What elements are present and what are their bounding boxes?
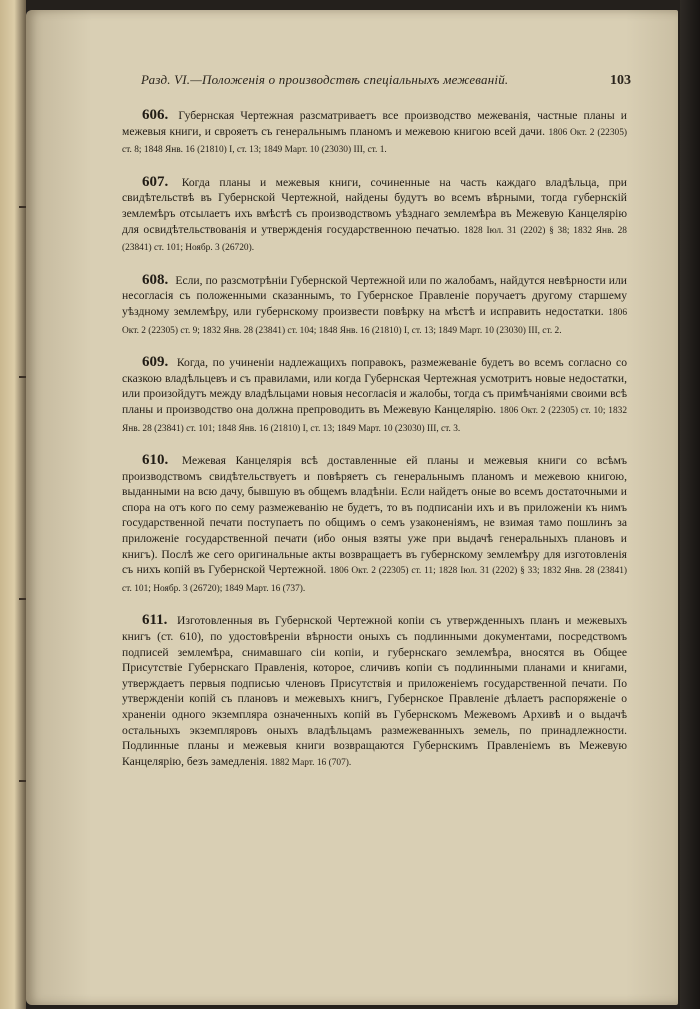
binding-thread-mark bbox=[19, 780, 26, 782]
article-number: 611. bbox=[142, 612, 168, 629]
article-body: Когда, по учиненіи надлежащихъ поправокъ, размежеваніе будетъ во всемъ согласно со сказкою владѣльцевъ и съ правилами, или когда Губернская Чертежная усмотритъ новые недостатки, или произойдутъ между владѣльцами новыя несогласія и жалобы, тогда съ примѣчаніями своими всѣ планы и производство она должна препроводить въ Межевую Канцелярію. bbox=[122, 356, 627, 416]
running-header bbox=[141, 72, 631, 89]
article-607 bbox=[122, 175, 627, 257]
article-body: Межевая Канцелярія всѣ доставленные ей планы и межевыя книги со всѣмъ производствомъ свидѣтельствуетъ и повѣряетъ съ генеральнымъ планомъ и межевою книгою, выданными на всю дачу, бывшую въ общемъ владѣніи. Если найдетъ оные во всемъ достаточными и спора на отъ кого по сему размежеванію не будетъ, то въ подписаніи ихъ и въ приложеніи къ нимъ государственной печати поступаетъ по общимъ о семъ узаконеніямъ, не взимая тамо пошлинъ за приложеніе государственной печати (ибо оныя взяты уже при выдачѣ генеральныхъ плановъ и книгъ). Послѣ же сего оригинальные акты возвращаетъ въ губернскому землемѣру для изготовленія съ нихъ копій въ Губернской Чертежной. bbox=[122, 454, 627, 577]
page-text bbox=[122, 108, 627, 787]
article-citation: 1828 Іюл. 31 (2202) § 38; 1832 Янв. 28 (23841) ст. 101; Ноябр. 3 (26720). bbox=[122, 225, 627, 254]
article-body: Изготовленныя въ Губернской Чертежной копіи съ утвержденныхъ планъ и межевыхъ книгъ (ст. 610), по удостовѣреніи вѣрности оныхъ съ подлинными документами, посредствомъ подписей землемѣра, снимавшаго сіи копіи, и губернскаго землемѣра, вносятся въ Общее Присутствіе Губернскаго Правленія, которое, сличивъ копіи съ подлинными планами и книгами, утверждаетъ первыя подписью членовъ Присутствія и приложеніемъ государственной печати. По утвержденіи копій съ плановъ и межевыхъ книгъ, Губернское Правленіе дѣлаетъ распоряженіе о храненіи одного экземпляра означенныхъ копій въ Губернскомъ Межевомъ Архивѣ и о выдачѣ остальныхъ экземпляровъ оныхъ владѣльцамъ размежеванныхъ земель, по принадлежности. Подлинные планы и межевыя книги возвращаются Губернскимъ Правленіемъ въ Межевую Канцелярію, безъ замедленія. bbox=[122, 614, 627, 768]
article-number: 608. bbox=[142, 271, 169, 288]
article-citation: 1806 Окт. 2 (22305) ст. 11; 1828 Іюл. 31 (2202) § 33; 1832 Янв. 28 (23841) ст. 101; Ноябр. 3 (26720); 1849 Март. 16 (737). bbox=[122, 566, 628, 594]
book-page bbox=[26, 10, 678, 1005]
article-606 bbox=[122, 108, 627, 159]
article-body: Губернская Чертежная разсматриваетъ все производство межеванія, частные планы и межевыя книги, и сврояетъ съ генеральнымъ планомъ и межевою книгою всей дачи. bbox=[122, 109, 627, 138]
article-611 bbox=[122, 613, 627, 771]
article-citation: 1806 Окт. 2 (22305) ст. 9; 1832 Янв. 28 (23841) ст. 104; 1848 Янв. 16 (21810) I, ст. 13; 1849 Март. 10 (23030) III, ст. 2. bbox=[122, 307, 627, 336]
section-title: Разд. VI.—Положенія о производствѣ спеціальныхъ межеваній. bbox=[141, 72, 509, 87]
article-body: Когда планы и межевыя книги, сочиненные на часть каждаго владѣльца, при свидѣтельствѣ въ Губернской Чертежной, найдены будутъ во всемъ вѣрными, тогда губернскій землемѣръ отсылаетъ ихъ вмѣстѣ съ производствомъ уѣзднаго землемѣра въ Межевую Канцелярію для освидѣтельствованія и утвержденія государственною печатью. bbox=[122, 175, 627, 236]
facing-page-edge bbox=[0, 0, 26, 1009]
article-608 bbox=[122, 273, 627, 339]
binding-thread-mark bbox=[19, 206, 26, 208]
article-citation: 1806 Окт. 2 (22305) ст. 10; 1832 Янв. 28 (23841) ст. 101; 1848 Янв. 16 (21810) I, ст. 13; 1849 Март. 10 (23030) III, ст. 3. bbox=[122, 405, 628, 434]
article-609 bbox=[122, 355, 627, 437]
article-number: 609. bbox=[142, 354, 169, 371]
binding-thread-mark bbox=[19, 598, 26, 600]
page-number: 103 bbox=[610, 73, 631, 88]
article-number: 606. bbox=[142, 107, 169, 123]
article-610 bbox=[122, 453, 627, 597]
article-citation: 1806 Окт. 2 (22305) ст. 8; 1848 Янв. 16 (21810) I, ст. 13; 1849 Март. 10 (23030) III, ст. 1. bbox=[122, 127, 628, 156]
article-number: 607. bbox=[142, 173, 169, 190]
article-number: 610. bbox=[142, 452, 169, 469]
article-body: Если, по разсмотрѣніи Губернской Чертежной или по жалобамъ, найдутся невѣрности или несогласія съ положенными сказаннымъ, то Губернское Правленіе поручаетъ другому старшему уѣздному землемѣру, или губернскому произвести повѣрку на мѣстѣ и исправить недостатки. bbox=[122, 273, 627, 318]
article-citation: 1882 Март. 16 (707). bbox=[270, 757, 352, 768]
binding-thread-mark bbox=[19, 376, 26, 378]
book-cover-edge bbox=[680, 0, 700, 1009]
